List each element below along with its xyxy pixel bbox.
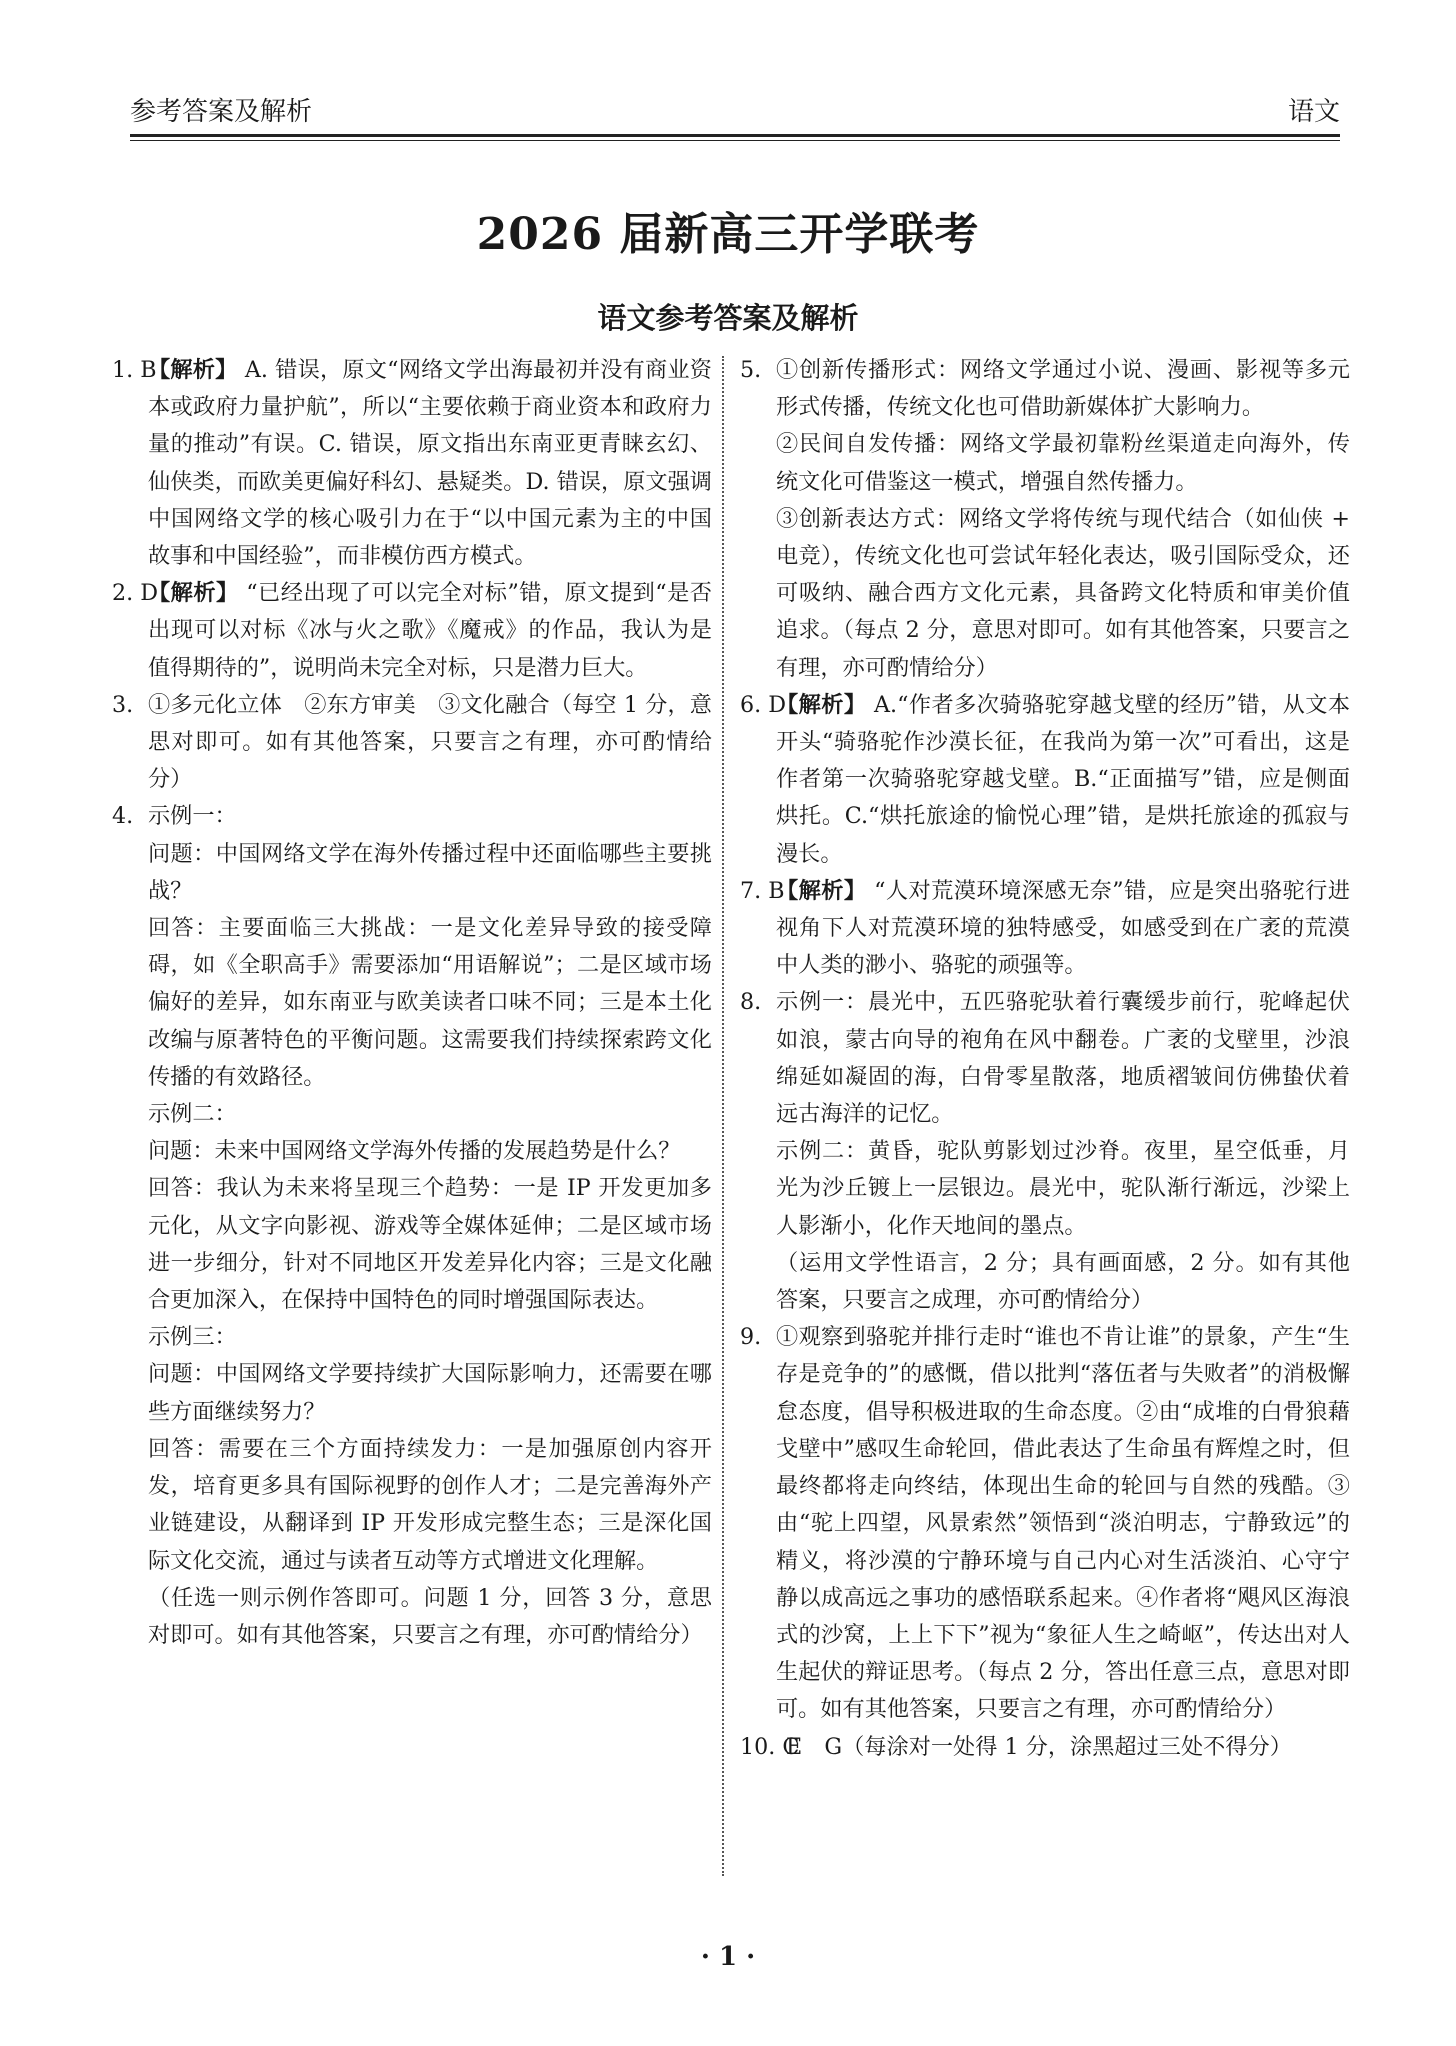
analysis-tag: 【解析】 [776,691,867,718]
item-number: 10. C [740,1733,800,1760]
header-rule [130,134,1340,137]
item-number: 9. [740,1324,762,1351]
item-number: 1. B [112,357,157,383]
item-text: ①观察到骆驼并排行走时“谁也不肯让谁”的景象，产生“生存是竞争的”的感慨，借以批判“落伍者与失败者”的消极懈怠态度，倡导积极进取的生命态度。②由“成堆的白骨狼藉戈壁中”感叹生命轮回，借此表达了生命虽有辉煌之时，但最终都将走向终结，体现出生命的轮回与自然的残酷。③由“驼上四望，风景索然”领悟到“淡泊明志，宁静致远”的精义，将沙漠的宁静环境与自己内心对生活淡泊、心守宁静以成高远之事功的感悟联系起来。④作者将“飓风区海浪式的沙窝，上上下下”视为“象征人生之崎岖”，传达出对人生起伏的辩证思考。（每点 2 分，答出任意三点，意思对即可。如有其他答案，只要言之有理，亦可酌情给分） [776,1324,1350,1723]
answer-item-6 [740,687,1350,873]
item-line: ③创新表达方式：网络文学将传统与现代结合（如仙侠 + 电竞），传统文化也可尝试年轻化表达，吸引国际受众，还可吸纳、融合西方文化元素，具备跨文化特质和审美价值追求。（每点 2 分，意思对即可。如有其他答案，只要言之有理，亦可酌情给分） [776,505,1350,681]
answer-item-5 [740,352,1350,687]
item-line: （运用文学性语言，2 分；具有画面感，2 分。如有其他答案，只要言之成理，亦可酌情给分） [776,1249,1350,1314]
item-line: ②民间自发传播：网络文学最初靠粉丝渠道走向海外，传统文化可借鉴这一模式，增强自然传播力。 [776,431,1350,495]
header-rule-thin [130,140,1340,141]
analysis-tag: 【解析】 [776,877,867,904]
item-text: “人对荒漠环境深感无奈”错，应是突出骆驼行进视角下人对荒漠环境的独特感受，如感受到在广袤的荒漠中人类的渺小、骆驼的顽强等。 [776,877,1351,979]
page-number: · 1 · [700,1942,756,1972]
header-left: 参考答案及解析 [130,97,313,127]
analysis-tag: 【解析】 [148,580,239,607]
item-line: 示例二：黄昏，驼队剪影划过沙脊。夜里，星空低垂，月光为沙丘镀上一层银边。晨光中，驼队渐行渐远，沙梁上人影渐小，化作天地间的墨点。 [776,1138,1350,1239]
page-header [130,92,1340,132]
item-line: 回答：主要面临三大挑战：一是文化差异导致的接受障碍，如《全职高手》需要添加“用语解说”；二是区域市场偏好的差异，如东南亚与欧美读者口味不同；三是本土化改编与原著特色的平衡问题。这需要我们持续探索跨文化传播的有效路径。 [148,915,712,1090]
document-title: 2026 届新高三开学联考 [476,209,980,260]
item-text: “已经出现了可以完全对标”错，原文提到“是否出现可以对标《冰与火之歌》《魔戒》的作品，我认为是值得期待的”，说明尚未完全对标，只是潜力巨大。 [148,580,712,681]
item-line: 问题：未来中国网络文学海外传播的发展趋势是什么？ [148,1138,681,1165]
answer-item-3 [112,687,712,799]
analysis-tag: 【解析】 [148,357,238,383]
item-line: 回答：我认为未来将呈现三个趋势：一是 IP 开发更加多元化，从文字向影视、游戏等全媒体延伸；二是区域市场进一步细分，针对不同地区开发差异化内容；三是文化融合更加深入，在保持中国特色的同时增强国际表达。 [148,1175,712,1314]
answer-item-9 [740,1319,1350,1728]
answer-item-7 [740,873,1350,985]
right-column [740,352,1350,1766]
answer-item-1 [112,352,712,575]
item-line: 示例一：晨光中，五匹骆驼驮着行囊缓步前行，驼峰起伏如浪，蒙古向导的袍角在风中翻卷。广袤的戈壁里，沙浪绵延如凝固的海，白骨零星散落，地质褶皱间仿佛蛰伏着远古海洋的记忆。 [776,989,1350,1128]
item-line: 问题：中国网络文学在海外传播过程中还面临哪些主要挑战？ [148,840,712,904]
item-line: ①创新传播形式：网络文学通过小说、漫画、影视等多元形式传播，传统文化也可借助新媒体扩大影响力。 [776,357,1350,421]
answer-item-4 [112,798,712,1654]
answer-item-8 [740,984,1350,1319]
item-number: 2. D [112,580,159,607]
item-number: 5. [740,357,762,383]
item-line: 问题：中国网络文学要持续扩大国际影响力，还需要在哪些方面继续努力？ [148,1361,712,1425]
left-column [112,352,712,1654]
document-subtitle: 语文参考答案及解析 [597,301,859,335]
item-number: 6. D [740,691,787,718]
item-number: 8. [740,989,762,1016]
item-number: 4. [112,803,134,830]
answer-item-10 [740,1729,1350,1766]
item-number: 3. [112,691,134,718]
item-number: 7. B [740,877,785,904]
item-line: 示例三： [148,1324,237,1351]
item-line: （任选一则示例作答即可。问题 1 分，回答 3 分，意思对即可。如有其他答案，只要言之有理，亦可酌情给分） [148,1584,712,1648]
answer-item-2 [112,575,712,687]
item-line: 回答：需要在三个方面持续发力：一是加强原创内容开发，培育更多具有国际视野的创作人才；二是完善海外产业链建设，从翻译到 IP 开发形成完整生态；三是深化国际文化交流，通过与读者互动等方式增进文化理解。 [148,1435,712,1574]
item-text: A. 错误，原文“网络文学出海最初并没有商业资本或政府力量护航”，所以“主要依赖于商业资本和政府力量的推动”有误。C. 错误，原文指出东南亚更青睐玄幻、仙侠类，而欧美更偏好科幻、悬疑类。D. 错误，原文强调中国网络文学的核心吸引力在于“以中国元素为主的中国故事和中国经验”，而非模仿西方模式。 [148,357,712,570]
item-line: 示例一： [148,803,237,830]
item-text: ①多元化立体 ②东方审美 ③文化融合（每空 1 分，意思对即可。如有其他答案，只要言之有理，亦可酌情给分） [148,691,712,793]
item-text: A.“作者多次骑骆驼穿越戈壁的经历”错，从文本开头“骑骆驼作沙漠长征，在我尚为第一次”可看出，这是作者第一次骑骆驼穿越戈壁。B.“正面描写”错，应是侧面烘托。C.“烘托旅途的愉悦心理”错，是烘托旅途的孤寂与漫长。 [776,691,1351,867]
item-line: 示例二： [148,1101,237,1128]
column-divider [722,356,724,1876]
item-text: E G（每涂对一处得 1 分，涂黑超过三处不得分） [786,1733,1292,1760]
header-right: 语文 [1287,97,1340,127]
